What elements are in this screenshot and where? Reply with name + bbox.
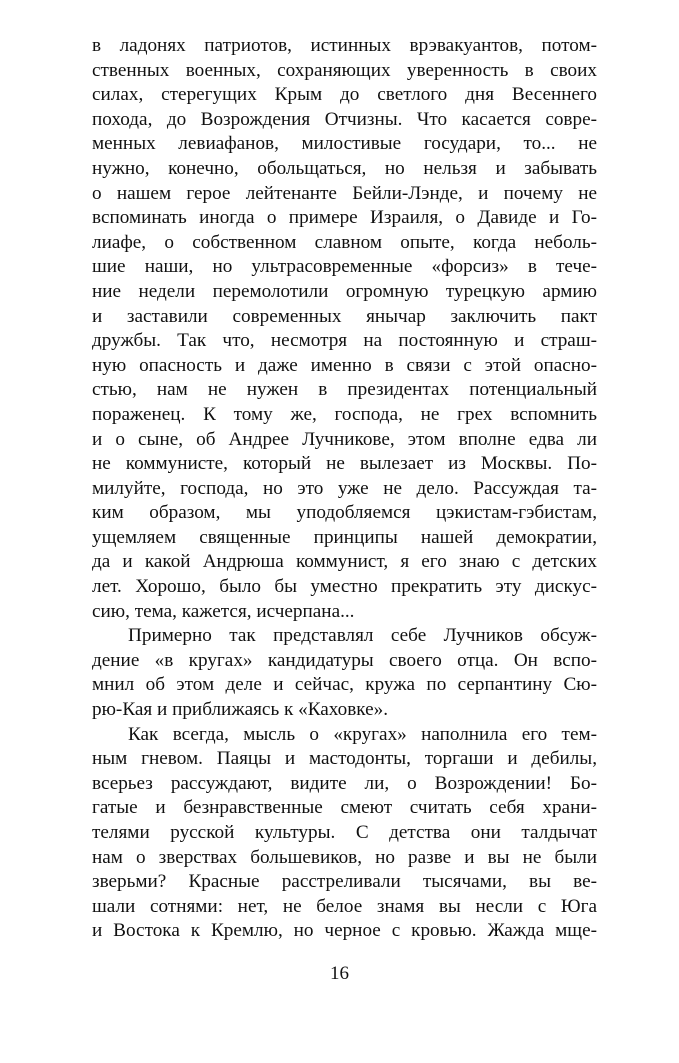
- text-line: Примерно так представлял себе Лучников обсуж-: [128, 625, 597, 647]
- page-number: 16: [330, 963, 349, 984]
- text-line: лиафе, о собственном славном опыте, когда неболь-: [92, 231, 597, 253]
- text-line: да и какой Андрюша коммунист, я его знаю с детских: [92, 551, 597, 573]
- book-page-text: [92, 34, 597, 944]
- text-line: силах, стерегущих Крым до светлого дня Весеннего: [92, 84, 597, 106]
- text-line: похода, до Возрождения Отчизны. Что касается совре-: [92, 108, 597, 130]
- text-line: рю-Кая и приближаясь к «Каховке».: [92, 699, 389, 721]
- text-line: и Востока к Кремлю, но черное с кровью. Жажда мще-: [92, 920, 597, 942]
- text-line: ную опасность и даже именно в связи с этой опасно-: [92, 354, 597, 376]
- text-line: ственных военных, сохраняющих уверенность в своих: [92, 59, 597, 81]
- text-line: шали сотнями: нет, не белое знамя вы несли с Юга: [92, 895, 597, 917]
- text-line: шие наши, но ультрасовременные «форсиз» в тече-: [92, 256, 597, 278]
- text-line: милуйте, господа, но это уже не дело. Рассуждая та-: [92, 477, 597, 499]
- text-line: стью, нам не нужен в президентах потенциальный: [92, 379, 597, 401]
- text-line: мнил об этом деле и сейчас, кружа по серпантину Сю-: [92, 674, 597, 696]
- text-line: пораженец. К тому же, господа, не грех вспомнить: [92, 403, 597, 425]
- text-line: дение «в кругах» кандидатуры своего отца. Он вспо-: [92, 649, 597, 671]
- text-line: и заставили современных янычар заключить пакт: [92, 305, 597, 327]
- text-line: и о сыне, об Андрее Лучникове, этом вполне едва ли: [92, 428, 597, 450]
- text-line: телями русской культуры. С детства они талдычат: [92, 822, 597, 843]
- text-line: ким образом, мы уподобляемся цэкистам-гэбистам,: [92, 502, 597, 524]
- text-line: ущемляем священные принципы нашей демократии,: [92, 526, 597, 548]
- text-line: Как всегда, мысль о «кругах» наполнила его тем-: [128, 723, 597, 745]
- text-line: нужно, конечно, обольщаться, но нельзя и забывать: [92, 157, 597, 179]
- text-line: сию, тема, кажется, исчерпана...: [92, 600, 355, 622]
- text-line: в ладонях патриотов, истинных врэвакуантов, потом-: [92, 35, 597, 56]
- text-line: менных левиафанов, милостивые государи, то... не: [92, 133, 597, 155]
- text-line: не коммунисте, который не вылезает из Москвы. По-: [92, 453, 597, 475]
- text-line: о нашем герое лейтенанте Бейли-Лэнде, и почему не: [92, 182, 597, 204]
- text-line: ние недели перемолотили огромную турецкую армию: [92, 280, 597, 302]
- text-line: нам о зверствах большевиков, но разве и вы не были: [92, 846, 597, 868]
- text-line: дружбы. Так что, несмотря на постоянную и страш-: [92, 330, 597, 352]
- text-line: всерьез рассуждают, видите ли, о Возрождении! Бо-: [92, 772, 597, 794]
- text-line: ным гневом. Паяцы и мастодонты, торгаши и дебилы,: [92, 748, 597, 770]
- text-line: гатые и безнравственные смеют считать себя храни-: [92, 797, 597, 819]
- text-line: лет. Хорошо, было бы уместно прекратить эту дискус-: [92, 576, 597, 598]
- text-line: вспоминать иногда о примере Израиля, о Давиде и Го-: [92, 207, 597, 229]
- text-line: зверьми? Красные расстреливали тысячами, вы ве-: [92, 871, 597, 893]
